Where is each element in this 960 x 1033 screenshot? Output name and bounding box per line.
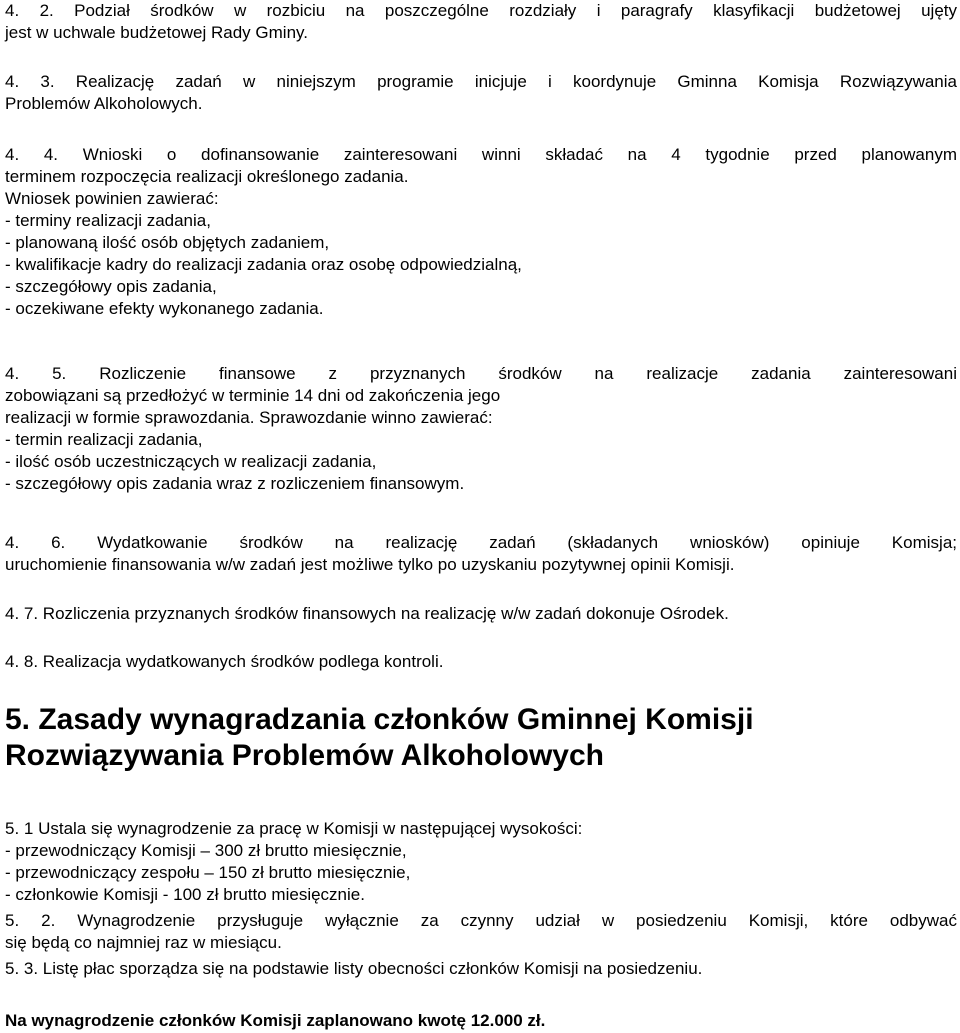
section-5-heading-line-1: 5. Zasady wynagradzania członków Gminnej Komisji (5, 703, 754, 736)
paragraph-4-2-line-1: 4. 2. Podział środków w rozbiciu na poszczególne rozdziały i paragrafy klasyfikacji budżetowej ujęty (5, 1, 957, 20)
paragraph-4-4-line-1: 4. 4. Wnioski o dofinansowanie zainteresowani winni składać na 4 tygodnie przed planowanym (5, 145, 957, 164)
list-item: - szczegółowy opis zadania, (5, 277, 217, 296)
paragraph-4-2-line-2: jest w uchwale budżetowej Rady Gminy. (5, 23, 308, 42)
paragraph-5-3 (5, 958, 957, 980)
section-5-heading (5, 702, 957, 774)
paragraph-4-5-line-3: realizacji w formie sprawozdania. Sprawozdanie winno zawierać: (5, 408, 493, 427)
paragraph-4-5 (5, 363, 957, 495)
paragraph-4-8 (5, 651, 957, 673)
paragraph-4-8-text: 4. 8. Realizacja wydatkowanych środków podlega kontroli. (5, 652, 444, 671)
paragraph-4-4-line-2: terminem rozpoczęcia realizacji określonego zadania. (5, 167, 409, 186)
list-item: - przewodniczący Komisji – 300 zł brutto miesięcznie, (5, 841, 407, 860)
paragraph-4-6 (5, 532, 957, 576)
list-item: - oczekiwane efekty wykonanego zadania. (5, 299, 324, 318)
paragraph-4-3 (5, 71, 957, 115)
paragraph-4-4 (5, 144, 957, 320)
list-item: - kwalifikacje kadry do realizacji zadania oraz osobę odpowiedzialną, (5, 255, 522, 274)
paragraph-4-7-text: 4. 7. Rozliczenia przyznanych środków finansowych na realizację w/w zadań dokonuje Ośrodek. (5, 604, 729, 623)
paragraph-4-5-line-1: 4. 5. Rozliczenie finansowe z przyznanych środków na realizacje zadania zainteresowani (5, 364, 957, 383)
paragraph-4-6-line-1: 4. 6. Wydatkowanie środków na realizację zadań (składanych wniosków) opiniuje Komisja; (5, 533, 957, 552)
budget-summary (5, 1010, 957, 1032)
paragraph-4-2 (5, 0, 957, 44)
paragraph-5-2-line-1: 5. 2. Wynagrodzenie przysługuje wyłącznie za czynny udział w posiedzeniu Komisji, które odbywać (5, 911, 957, 930)
list-item: - przewodniczący zespołu – 150 zł brutto miesięcznie, (5, 863, 411, 882)
list-item: - szczegółowy opis zadania wraz z rozliczeniem finansowym. (5, 474, 465, 493)
list-item: - członkowie Komisji - 100 zł brutto miesięcznie. (5, 885, 365, 904)
list-item: - ilość osób uczestniczących w realizacji zadania, (5, 452, 377, 471)
paragraph-4-3-line-1: 4. 3. Realizację zadań w niniejszym programie inicjuje i koordynuje Gminna Komisja Rozwiązywania (5, 72, 957, 91)
paragraph-4-7 (5, 603, 957, 625)
paragraph-5-2 (5, 910, 957, 954)
paragraph-5-1 (5, 818, 957, 906)
paragraph-5-3-text: 5. 3. Listę płac sporządza się na podstawie listy obecności członków Komisji na posiedzeniu. (5, 959, 703, 978)
paragraph-5-1-intro: 5. 1 Ustala się wynagrodzenie za pracę w Komisji w następującej wysokości: (5, 819, 583, 838)
list-item: - termin realizacji zadania, (5, 430, 203, 449)
paragraph-4-6-line-2: uruchomienie finansowania w/w zadań jest możliwe tylko po uzyskaniu pozytywnej opinii Komisji. (5, 555, 735, 574)
paragraph-4-3-line-2: Problemów Alkoholowych. (5, 94, 203, 113)
paragraph-5-2-line-2: się będą co najmniej raz w miesiącu. (5, 933, 282, 952)
paragraph-4-4-intro: Wniosek powinien zawierać: (5, 189, 219, 208)
section-5-heading-line-2: Rozwiązywania Problemów Alkoholowych (5, 739, 604, 772)
list-item: - planowaną ilość osób objętych zadaniem, (5, 233, 330, 252)
budget-summary-text: Na wynagrodzenie członków Komisji zaplanowano kwotę 12.000 zł. (5, 1011, 546, 1030)
list-item: - terminy realizacji zadania, (5, 211, 211, 230)
paragraph-4-5-line-2: zobowiązani są przedłożyć w terminie 14 dni od zakończenia jego (5, 386, 501, 405)
